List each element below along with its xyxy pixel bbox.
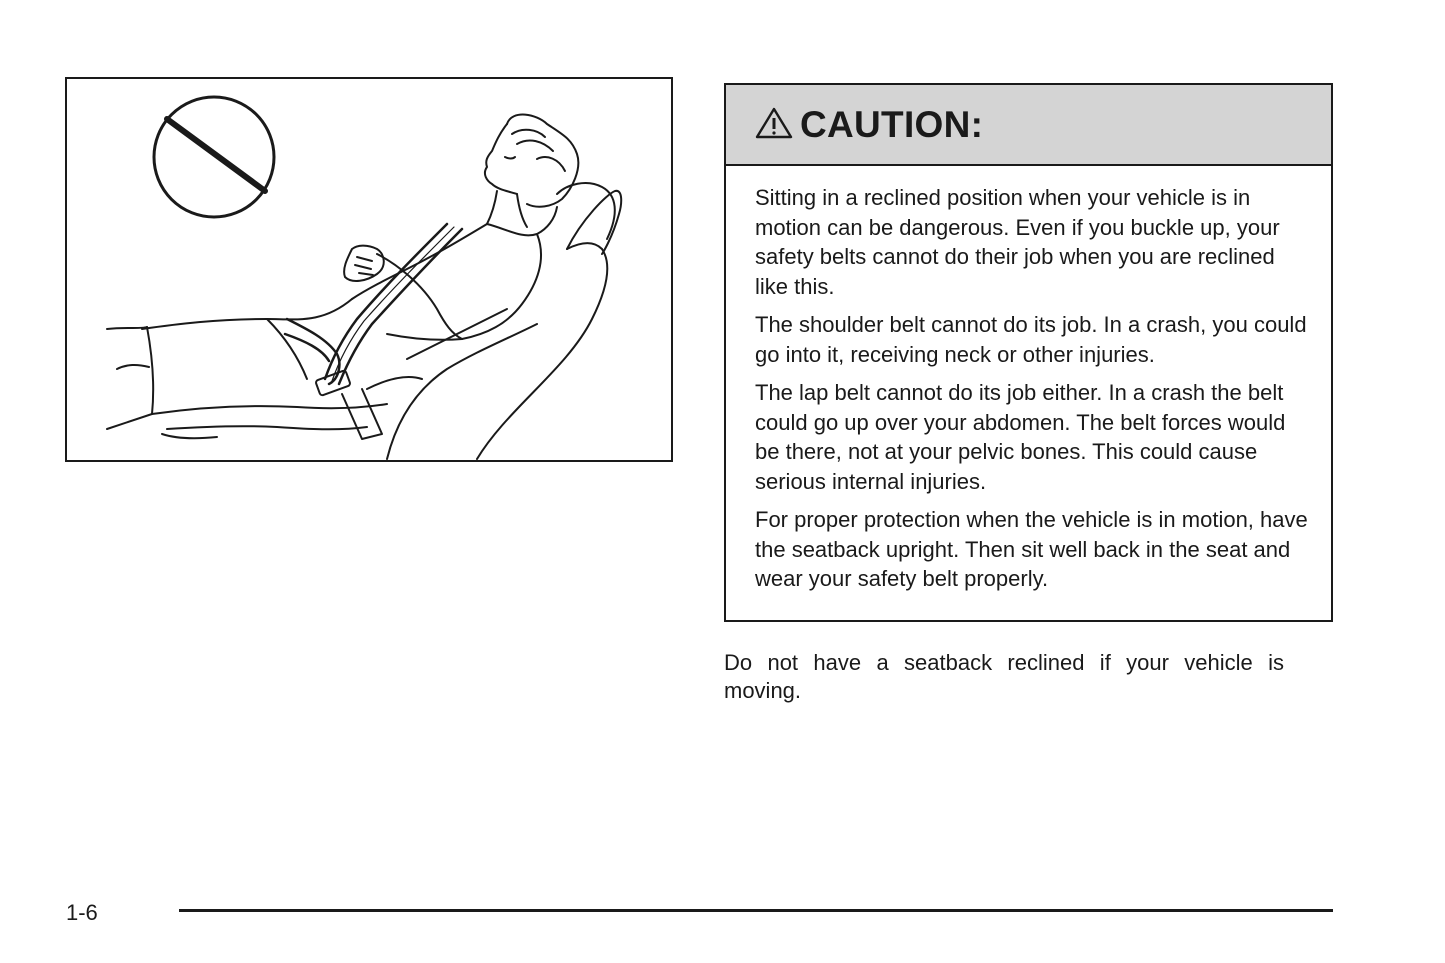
footer-rule xyxy=(179,909,1333,912)
caution-paragraph: The lap belt cannot do its job either. In a crash the belt could go up over your abdomen. The belt forces would be there, not at your pelvic bones. This could cause serious internal injuries. xyxy=(755,380,1286,494)
caution-header xyxy=(726,85,1331,166)
no-symbol-icon xyxy=(154,97,274,217)
body-paragraph: Do not have a seatback reclined if your vehicle is moving. xyxy=(724,650,1284,703)
seat-drawing xyxy=(367,183,621,459)
page-number: 1-6 xyxy=(66,900,98,925)
warning-triangle-icon xyxy=(754,106,794,140)
caution-paragraph: For proper protection when the vehicle is in motion, have the seatback upright. Then sit well back in the seat and wear your safety belt properly. xyxy=(755,507,1308,591)
caution-paragraph: The shoulder belt cannot do its job. In a crash, you could go into it, receiving neck or other injuries. xyxy=(755,312,1307,367)
caution-title: CAUTION: xyxy=(800,103,984,145)
caution-box xyxy=(724,83,1333,622)
reclined-passenger-illustration xyxy=(65,77,673,462)
person-drawing xyxy=(107,115,578,439)
caution-body xyxy=(726,166,1331,594)
caution-paragraph: Sitting in a reclined position when your vehicle is in motion can be dangerous. Even if you buckle up, your safety belts cannot do their job when you are reclined like this. xyxy=(755,185,1280,299)
